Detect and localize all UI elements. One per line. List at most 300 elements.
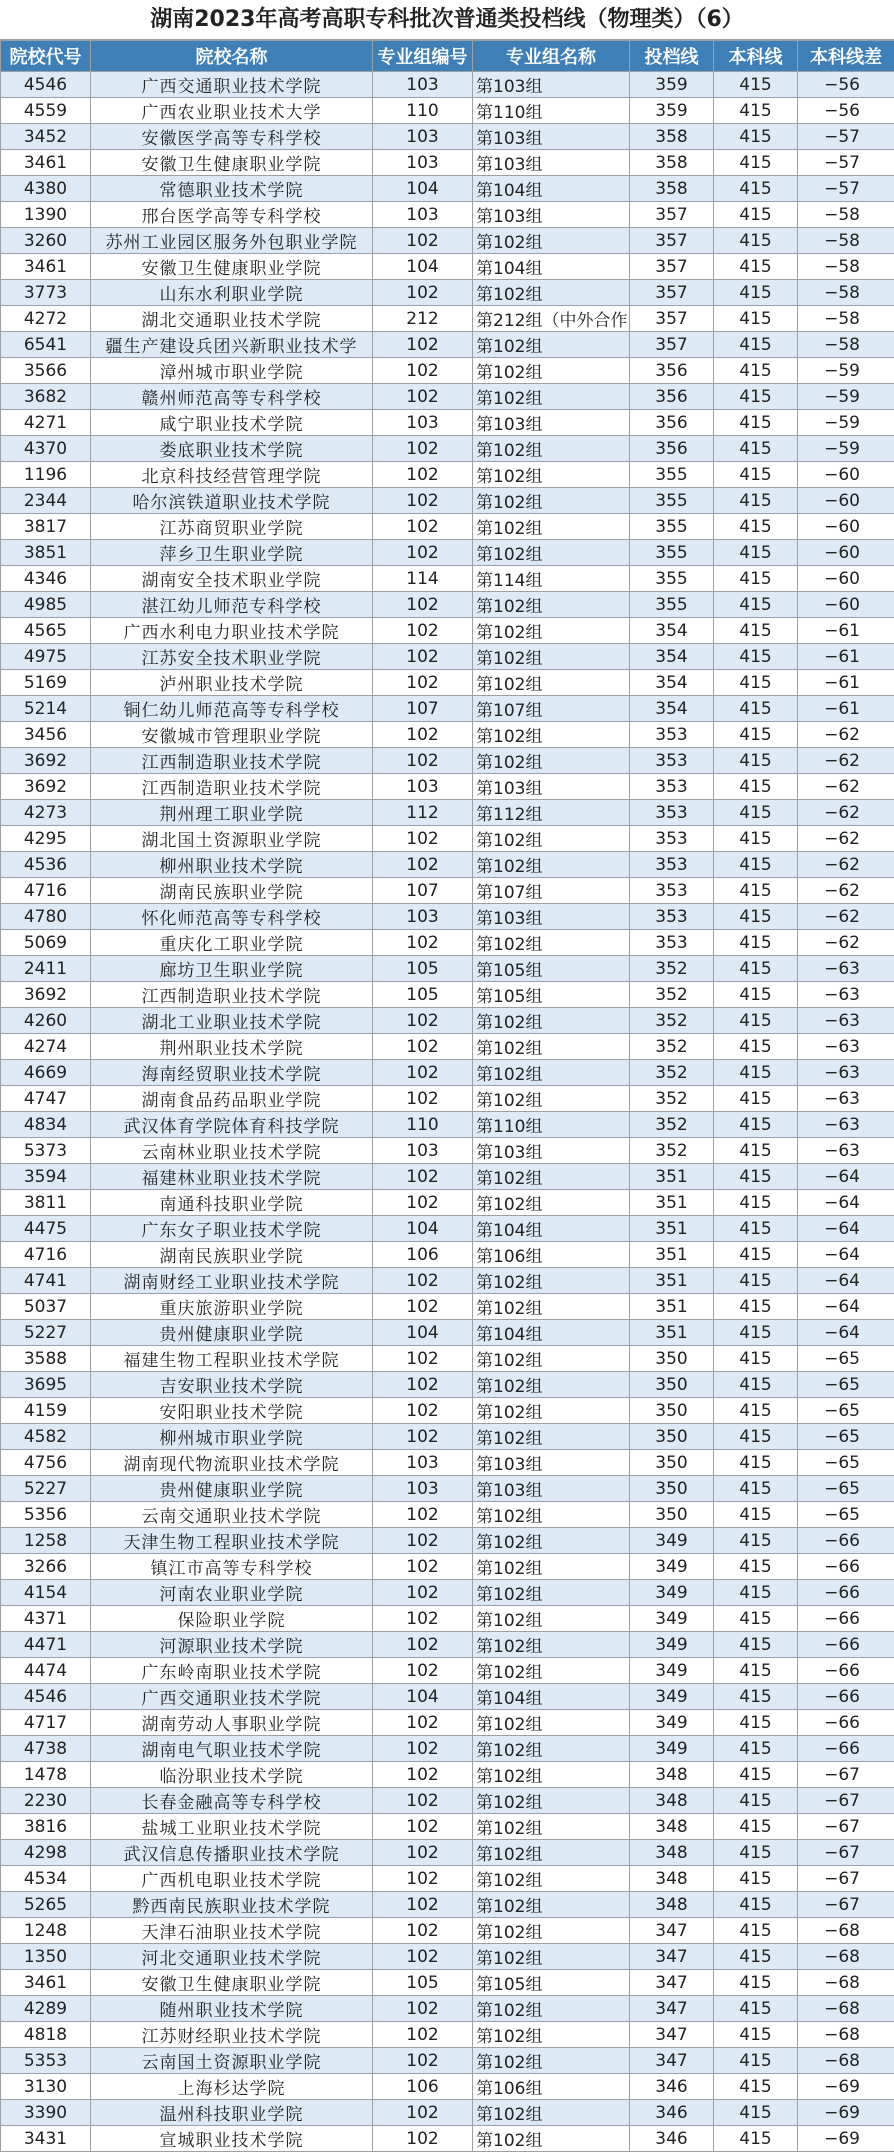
cell-group-name: 第104组 [473, 1320, 630, 1346]
cell-group-name: 第102组 [473, 1736, 630, 1762]
cell-group-code: 102 [373, 826, 473, 852]
cell-school-code: 3682 [1, 384, 91, 410]
cell-group-code: 104 [373, 1216, 473, 1242]
cell-group-name: 第102组 [473, 1918, 630, 1944]
cell-school-name: 保险职业学院 [91, 1606, 373, 1632]
cell-group-code: 102 [373, 592, 473, 618]
cell-undergrad-line: 415 [714, 2048, 798, 2074]
table-row [1, 1658, 894, 1684]
cell-school-name: 安徽卫生健康职业学院 [91, 150, 373, 176]
table-row [1, 1242, 894, 1268]
cell-group-name: 第103组 [473, 410, 630, 436]
cell-school-code: 4273 [1, 800, 91, 826]
cell-cutoff-score: 357 [630, 332, 714, 358]
cell-group-name: 第103组 [473, 904, 630, 930]
cell-group-code: 102 [373, 1528, 473, 1554]
cell-group-name: 第102组 [473, 722, 630, 748]
cell-school-code: 4346 [1, 566, 91, 592]
cell-group-code: 102 [373, 1372, 473, 1398]
cell-school-code: 1248 [1, 1918, 91, 1944]
cell-school-name: 临汾职业技术学院 [91, 1762, 373, 1788]
table-row [1, 774, 894, 800]
cell-school-name: 宣城职业技术学院 [91, 2126, 373, 2152]
table-row [1, 592, 894, 618]
cell-cutoff-score: 350 [630, 1346, 714, 1372]
table-row [1, 800, 894, 826]
cell-undergrad-line: 415 [714, 1008, 798, 1034]
cell-score-diff: −68 [798, 1996, 894, 2022]
cell-score-diff: −66 [798, 1554, 894, 1580]
cell-group-name: 第102组 [473, 1892, 630, 1918]
cell-cutoff-score: 354 [630, 696, 714, 722]
cell-group-code: 102 [373, 2100, 473, 2126]
table-row [1, 1164, 894, 1190]
cell-group-name: 第102组 [473, 826, 630, 852]
cell-score-diff: −61 [798, 644, 894, 670]
cell-group-name: 第102组 [473, 1294, 630, 1320]
cell-cutoff-score: 353 [630, 904, 714, 930]
cell-school-code: 4474 [1, 1658, 91, 1684]
cell-school-code: 4289 [1, 1996, 91, 2022]
cell-cutoff-score: 357 [630, 306, 714, 332]
cell-school-name: 安阳职业技术学院 [91, 1398, 373, 1424]
cell-group-code: 102 [373, 1788, 473, 1814]
cell-group-name: 第106组 [473, 2074, 630, 2100]
cell-score-diff: −68 [798, 1918, 894, 1944]
cell-group-code: 102 [373, 1190, 473, 1216]
cell-score-diff: −62 [798, 878, 894, 904]
cell-group-code: 112 [373, 800, 473, 826]
cell-group-name: 第114组 [473, 566, 630, 592]
cell-school-code: 6541 [1, 332, 91, 358]
cell-score-diff: −66 [798, 1632, 894, 1658]
table-row [1, 1190, 894, 1216]
cell-undergrad-line: 415 [714, 1632, 798, 1658]
table-row [1, 1398, 894, 1424]
cell-group-code: 103 [373, 904, 473, 930]
cell-cutoff-score: 349 [630, 1710, 714, 1736]
cell-group-code: 102 [373, 748, 473, 774]
cell-score-diff: −69 [798, 2074, 894, 2100]
cell-group-code: 102 [373, 852, 473, 878]
cell-undergrad-line: 415 [714, 1060, 798, 1086]
cell-undergrad-line: 415 [714, 410, 798, 436]
cell-group-name: 第102组 [473, 1944, 630, 1970]
cell-undergrad-line: 415 [714, 332, 798, 358]
cell-group-name: 第112组 [473, 800, 630, 826]
table-row [1, 930, 894, 956]
cell-undergrad-line: 415 [714, 644, 798, 670]
cell-cutoff-score: 347 [630, 1918, 714, 1944]
cell-school-name: 哈尔滨铁道职业技术学院 [91, 488, 373, 514]
cell-group-code: 103 [373, 774, 473, 800]
cell-cutoff-score: 355 [630, 488, 714, 514]
cell-score-diff: −62 [798, 774, 894, 800]
cell-cutoff-score: 356 [630, 436, 714, 462]
cell-school-code: 4716 [1, 878, 91, 904]
cell-undergrad-line: 415 [714, 1320, 798, 1346]
cell-school-code: 3461 [1, 1970, 91, 1996]
cell-undergrad-line: 415 [714, 1528, 798, 1554]
cell-group-code: 114 [373, 566, 473, 592]
cell-score-diff: −66 [798, 1658, 894, 1684]
cell-score-diff: −66 [798, 1736, 894, 1762]
table-row [1, 1424, 894, 1450]
cell-group-code: 102 [373, 1086, 473, 1112]
cell-school-code: 1478 [1, 1762, 91, 1788]
cell-group-name: 第102组 [473, 592, 630, 618]
cell-school-name: 吉安职业技术学院 [91, 1372, 373, 1398]
cell-school-name: 苏州工业园区服务外包职业学院 [91, 228, 373, 254]
cell-group-name: 第102组 [473, 358, 630, 384]
cell-group-name: 第102组 [473, 644, 630, 670]
cell-group-code: 102 [373, 1996, 473, 2022]
cell-undergrad-line: 415 [714, 150, 798, 176]
cell-group-name: 第102组 [473, 2048, 630, 2074]
cell-score-diff: −63 [798, 1008, 894, 1034]
col-header-group-code: 专业组编号 [373, 41, 473, 72]
cell-school-name: 萍乡卫生职业学院 [91, 540, 373, 566]
cell-score-diff: −69 [798, 2126, 894, 2152]
cell-group-name: 第102组 [473, 1606, 630, 1632]
cell-group-name: 第103组 [473, 202, 630, 228]
table-row [1, 904, 894, 930]
cell-cutoff-score: 353 [630, 826, 714, 852]
cell-school-name: 安徽卫生健康职业学院 [91, 254, 373, 280]
table-row [1, 202, 894, 228]
cell-group-name: 第102组 [473, 1866, 630, 1892]
cell-school-name: 河南农业职业学院 [91, 1580, 373, 1606]
cell-group-name: 第102组 [473, 514, 630, 540]
table-row [1, 1996, 894, 2022]
col-header-group-name: 专业组名称 [473, 41, 630, 72]
cell-group-name: 第103组 [473, 1476, 630, 1502]
cell-group-name: 第102组 [473, 1996, 630, 2022]
cell-cutoff-score: 357 [630, 228, 714, 254]
cell-school-name: 邢台医学高等专科学校 [91, 202, 373, 228]
cell-school-code: 4536 [1, 852, 91, 878]
cell-undergrad-line: 415 [714, 202, 798, 228]
cell-undergrad-line: 415 [714, 1476, 798, 1502]
cell-cutoff-score: 350 [630, 1450, 714, 1476]
table-row [1, 1944, 894, 1970]
cell-school-code: 4669 [1, 1060, 91, 1086]
cell-undergrad-line: 415 [714, 982, 798, 1008]
cell-score-diff: −62 [798, 800, 894, 826]
cell-undergrad-line: 415 [714, 488, 798, 514]
score-table [0, 40, 894, 2152]
cell-undergrad-line: 415 [714, 1684, 798, 1710]
cell-group-name: 第102组 [473, 1762, 630, 1788]
table-row [1, 982, 894, 1008]
cell-group-code: 102 [373, 1840, 473, 1866]
cell-undergrad-line: 415 [714, 1918, 798, 1944]
cell-school-name: 江苏财经职业技术学院 [91, 2022, 373, 2048]
table-row [1, 1294, 894, 1320]
cell-group-name: 第102组 [473, 852, 630, 878]
table-row [1, 1112, 894, 1138]
cell-school-name: 武汉信息传播职业技术学院 [91, 1840, 373, 1866]
cell-school-name: 湛江幼儿师范专科学校 [91, 592, 373, 618]
cell-school-name: 娄底职业技术学院 [91, 436, 373, 462]
cell-cutoff-score: 349 [630, 1658, 714, 1684]
cell-group-code: 103 [373, 72, 473, 98]
cell-cutoff-score: 349 [630, 1632, 714, 1658]
cell-cutoff-score: 352 [630, 1034, 714, 1060]
cell-cutoff-score: 353 [630, 878, 714, 904]
cell-score-diff: −69 [798, 2100, 894, 2126]
cell-cutoff-score: 353 [630, 774, 714, 800]
cell-score-diff: −63 [798, 1060, 894, 1086]
cell-cutoff-score: 349 [630, 1528, 714, 1554]
table-row [1, 358, 894, 384]
cell-score-diff: −64 [798, 1216, 894, 1242]
cell-school-name: 云南交通职业技术学院 [91, 1502, 373, 1528]
table-row [1, 1892, 894, 1918]
cell-undergrad-line: 415 [714, 384, 798, 410]
table-row [1, 1736, 894, 1762]
cell-school-code: 3431 [1, 2126, 91, 2152]
cell-school-name: 盐城工业职业技术学院 [91, 1814, 373, 1840]
cell-school-code: 3816 [1, 1814, 91, 1840]
cell-school-code: 4717 [1, 1710, 91, 1736]
cell-score-diff: −68 [798, 2048, 894, 2074]
cell-score-diff: −62 [798, 748, 894, 774]
cell-school-code: 5356 [1, 1502, 91, 1528]
cell-group-code: 105 [373, 956, 473, 982]
cell-group-name: 第102组 [473, 1164, 630, 1190]
cell-score-diff: −56 [798, 98, 894, 124]
table-row [1, 696, 894, 722]
cell-undergrad-line: 415 [714, 1580, 798, 1606]
cell-school-code: 3695 [1, 1372, 91, 1398]
cell-group-code: 102 [373, 488, 473, 514]
cell-undergrad-line: 415 [714, 748, 798, 774]
table-row [1, 826, 894, 852]
cell-undergrad-line: 415 [714, 1892, 798, 1918]
table-row [1, 1320, 894, 1346]
cell-school-code: 3851 [1, 540, 91, 566]
cell-group-name: 第106组 [473, 1242, 630, 1268]
cell-school-code: 4818 [1, 2022, 91, 2048]
cell-score-diff: −59 [798, 384, 894, 410]
cell-group-code: 102 [373, 1346, 473, 1372]
cell-cutoff-score: 359 [630, 72, 714, 98]
cell-school-code: 3692 [1, 774, 91, 800]
cell-group-name: 第102组 [473, 618, 630, 644]
cell-undergrad-line: 415 [714, 254, 798, 280]
cell-score-diff: −65 [798, 1346, 894, 1372]
cell-group-name: 第104组 [473, 1684, 630, 1710]
cell-school-code: 5373 [1, 1138, 91, 1164]
cell-school-name: 广西交通职业技术学院 [91, 72, 373, 98]
table-row [1, 306, 894, 332]
cell-group-name: 第102组 [473, 1008, 630, 1034]
cell-undergrad-line: 415 [714, 696, 798, 722]
cell-group-code: 102 [373, 332, 473, 358]
cell-group-code: 102 [373, 1762, 473, 1788]
table-row [1, 1710, 894, 1736]
cell-cutoff-score: 355 [630, 462, 714, 488]
header-row [1, 41, 894, 72]
cell-score-diff: −57 [798, 176, 894, 202]
cell-school-name: 荆州理工职业学院 [91, 800, 373, 826]
table-row [1, 1216, 894, 1242]
cell-group-code: 102 [373, 670, 473, 696]
table-row [1, 384, 894, 410]
cell-school-name: 湖南安全技术职业学院 [91, 566, 373, 592]
cell-group-name: 第102组 [473, 1528, 630, 1554]
cell-undergrad-line: 415 [714, 1242, 798, 1268]
cell-school-name: 湖南民族职业学院 [91, 878, 373, 904]
cell-school-code: 4475 [1, 1216, 91, 1242]
cell-group-code: 102 [373, 1164, 473, 1190]
cell-undergrad-line: 415 [714, 1112, 798, 1138]
cell-school-name: 安徽卫生健康职业学院 [91, 1970, 373, 1996]
cell-school-name: 江西制造职业技术学院 [91, 774, 373, 800]
cell-score-diff: −60 [798, 592, 894, 618]
cell-cutoff-score: 351 [630, 1190, 714, 1216]
cell-school-name: 随州职业技术学院 [91, 1996, 373, 2022]
cell-score-diff: −57 [798, 124, 894, 150]
cell-cutoff-score: 349 [630, 1554, 714, 1580]
cell-group-name: 第102组 [473, 488, 630, 514]
cell-school-name: 漳州城市职业学院 [91, 358, 373, 384]
cell-school-code: 3461 [1, 254, 91, 280]
table-row [1, 1450, 894, 1476]
cell-group-name: 第102组 [473, 1840, 630, 1866]
cell-school-name: 湖南劳动人事职业学院 [91, 1710, 373, 1736]
cell-undergrad-line: 415 [714, 358, 798, 384]
cell-school-name: 柳州城市职业学院 [91, 1424, 373, 1450]
cell-school-name: 山东水利职业学院 [91, 280, 373, 306]
cell-group-code: 103 [373, 150, 473, 176]
cell-undergrad-line: 415 [714, 774, 798, 800]
cell-cutoff-score: 354 [630, 644, 714, 670]
cell-group-code: 102 [373, 1658, 473, 1684]
cell-school-code: 4298 [1, 1840, 91, 1866]
cell-group-name: 第102组 [473, 748, 630, 774]
cell-group-code: 107 [373, 878, 473, 904]
cell-school-code: 1390 [1, 202, 91, 228]
cell-school-name: 广西水利电力职业技术学院 [91, 618, 373, 644]
table-row [1, 1086, 894, 1112]
cell-school-code: 4738 [1, 1736, 91, 1762]
cell-school-name: 咸宁职业技术学院 [91, 410, 373, 436]
cell-school-code: 4274 [1, 1034, 91, 1060]
cell-group-code: 102 [373, 644, 473, 670]
cell-undergrad-line: 415 [714, 228, 798, 254]
cell-school-code: 3773 [1, 280, 91, 306]
cell-group-code: 102 [373, 1866, 473, 1892]
cell-school-code: 4272 [1, 306, 91, 332]
cell-group-code: 102 [373, 540, 473, 566]
cell-school-name: 云南国土资源职业学院 [91, 2048, 373, 2074]
cell-school-name: 北京科技经营管理学院 [91, 462, 373, 488]
table-row [1, 644, 894, 670]
cell-school-code: 1258 [1, 1528, 91, 1554]
cell-undergrad-line: 415 [714, 1164, 798, 1190]
cell-school-code: 2411 [1, 956, 91, 982]
cell-group-name: 第102组 [473, 1268, 630, 1294]
cell-school-code: 4582 [1, 1424, 91, 1450]
cell-group-name: 第103组 [473, 124, 630, 150]
cell-score-diff: −65 [798, 1502, 894, 1528]
cell-cutoff-score: 348 [630, 1788, 714, 1814]
cell-group-code: 106 [373, 2074, 473, 2100]
cell-school-code: 4380 [1, 176, 91, 202]
cell-cutoff-score: 350 [630, 1502, 714, 1528]
cell-score-diff: −65 [798, 1450, 894, 1476]
table-row [1, 410, 894, 436]
cell-school-code: 4159 [1, 1398, 91, 1424]
cell-school-name: 长春金融高等专科学校 [91, 1788, 373, 1814]
cell-cutoff-score: 353 [630, 930, 714, 956]
cell-undergrad-line: 415 [714, 1450, 798, 1476]
cell-cutoff-score: 358 [630, 176, 714, 202]
cell-cutoff-score: 355 [630, 514, 714, 540]
cell-school-name: 温州科技职业学院 [91, 2100, 373, 2126]
cell-school-code: 3588 [1, 1346, 91, 1372]
cell-group-name: 第102组 [473, 332, 630, 358]
cell-school-name: 黔西南民族职业技术学院 [91, 1892, 373, 1918]
cell-group-code: 102 [373, 1632, 473, 1658]
cell-undergrad-line: 415 [714, 72, 798, 98]
cell-score-diff: −60 [798, 488, 894, 514]
table-row [1, 1372, 894, 1398]
cell-group-code: 102 [373, 280, 473, 306]
cell-group-code: 106 [373, 1242, 473, 1268]
table-row [1, 228, 894, 254]
cell-group-name: 第102组 [473, 2022, 630, 2048]
cell-undergrad-line: 415 [714, 2126, 798, 2152]
cell-group-code: 104 [373, 176, 473, 202]
cell-group-code: 102 [373, 1060, 473, 1086]
table-row [1, 488, 894, 514]
cell-undergrad-line: 415 [714, 1996, 798, 2022]
cell-group-code: 102 [373, 930, 473, 956]
cell-school-name: 广东女子职业技术学院 [91, 1216, 373, 1242]
cell-score-diff: −65 [798, 1476, 894, 1502]
cell-cutoff-score: 348 [630, 1892, 714, 1918]
cell-school-code: 3260 [1, 228, 91, 254]
cell-group-name: 第105组 [473, 1970, 630, 1996]
cell-group-name: 第103组 [473, 1138, 630, 1164]
cell-undergrad-line: 415 [714, 618, 798, 644]
cell-score-diff: −61 [798, 670, 894, 696]
cell-group-code: 103 [373, 410, 473, 436]
cell-group-code: 102 [373, 436, 473, 462]
cell-school-code: 3390 [1, 2100, 91, 2126]
table-row [1, 176, 894, 202]
cell-score-diff: −56 [798, 72, 894, 98]
cell-group-name: 第104组 [473, 1216, 630, 1242]
cell-cutoff-score: 349 [630, 1684, 714, 1710]
table-row [1, 2100, 894, 2126]
cell-school-name: 福建生物工程职业技术学院 [91, 1346, 373, 1372]
table-row [1, 2022, 894, 2048]
cell-score-diff: −68 [798, 2022, 894, 2048]
cell-school-code: 3266 [1, 1554, 91, 1580]
cell-cutoff-score: 348 [630, 1762, 714, 1788]
cell-group-name: 第102组 [473, 1424, 630, 1450]
cell-group-name: 第103组 [473, 72, 630, 98]
cell-cutoff-score: 355 [630, 592, 714, 618]
cell-group-code: 102 [373, 1944, 473, 1970]
cell-undergrad-line: 415 [714, 124, 798, 150]
cell-school-code: 4559 [1, 98, 91, 124]
cell-group-name: 第102组 [473, 1788, 630, 1814]
